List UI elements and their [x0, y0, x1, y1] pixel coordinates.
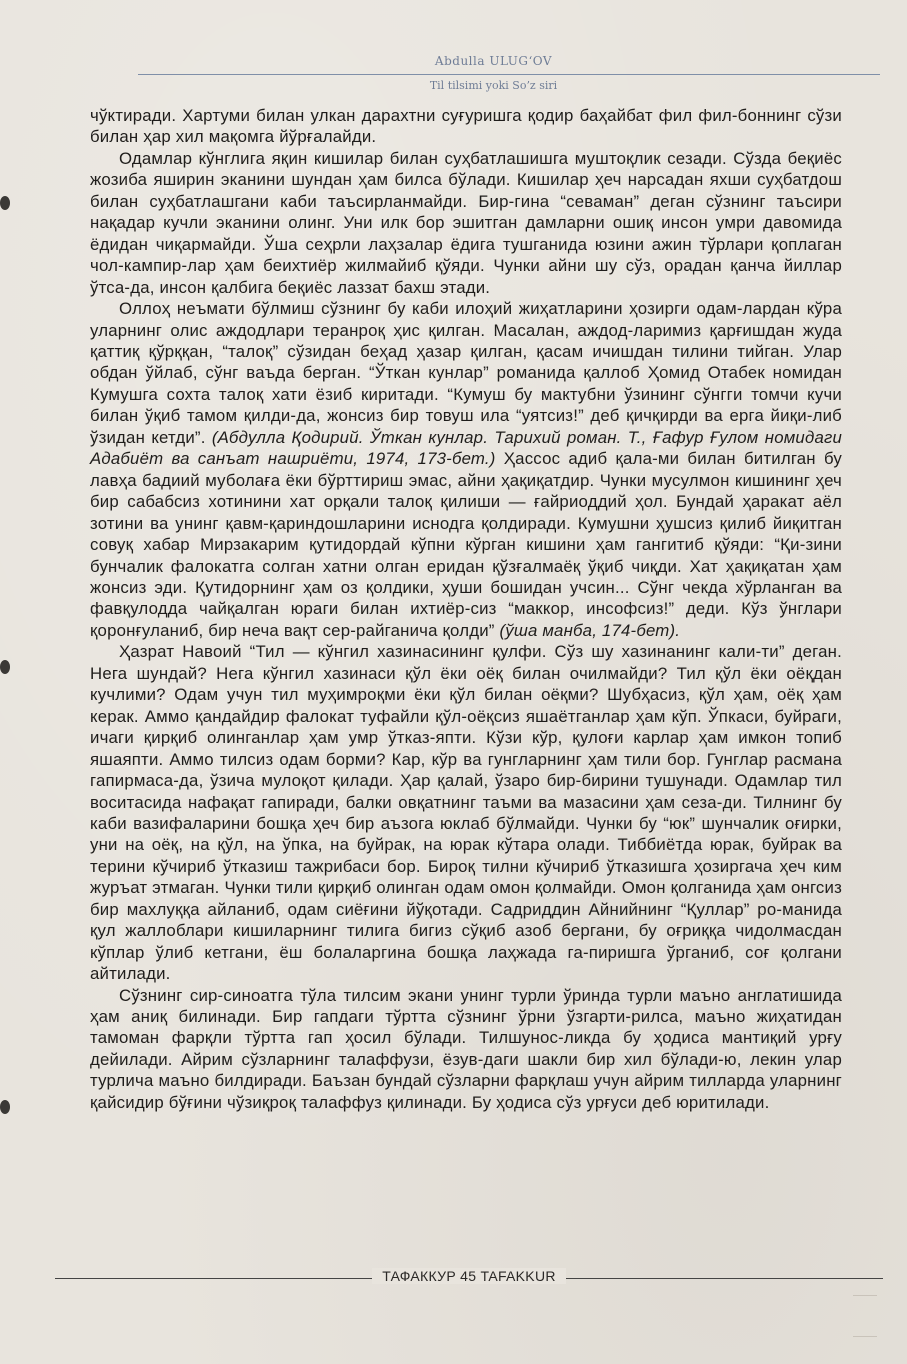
- paragraph-1: чўктиради. Хартуми билан улкан дарахтни суғуришга қодир баҳайбат фил фил-боннинг сўзи билан ҳар хил мақомга йўрғалайди.: [90, 106, 842, 147]
- binder-hole: [0, 196, 10, 210]
- paragraph-4: Ҳазрат Навоий “Тил — кўнгил хазинасининг қулфи. Сўз шу хазинанинг кали-ти” деган. Нега шундай? Нега кўнгил хазинаси қўл ёки оёқ билан очилмайди? Тил қўл ёки оёқдан кучлими? Одам учун тил муҳимроқми ёки қўл билан оёқми? Шубҳасиз, қўл ҳам, оёқ ҳам керак. Аммо қандайдир фалокат туфайли қўл-оёқсиз яшаётганлар ҳам кўп. Ўпкаси, буйраги, ичаги қирқиб олинганлар ҳам умр ўтказ-япти. Кўзи кўр, қулоғи карлар ҳам имкон топиб яшаяпти. Аммо тилсиз одам борми? Кар, кўр ва гунгларнинг ҳам тили бор. Гунглар расмана гапирмаса-да, ўзича мулоқот қилади. Ҳар қалай, ўзаро бир-бирини тушунади. Одамлар тил воситасида нафақат гапиради, балки овқатнинг таъми ва мазасини ҳам сеза-ди. Тилнинг бу каби вазифаларини бошқа ҳеч бир аъзога юклаб бўлмайди. Чунки бу “юк” шунчалик оғирки, уни на оёқ, на қўл, на ўпка, на буйрак, на юрак кўтара олади. Тиббиётда юрак, буйрак ва терини кўчириб ўтказиш тажрибаси бор. Бироқ тилни кўчириб ўтказишга ҳозиргача ҳеч ким журъат этмаган. Чунки тили қирқиб олинган одам омон қолмайди. Омон қолганида ҳам онгсиз бир махлуққа айланиб, одам сиёғини йўқотади. Садриддин Айнийнинг “Қуллар” ро-манида қул жаллоблари кишиларнинг тилига бигиз сўқиб азоб бергани, бу оғриққа чидолмасдан кўплар ўлиб кетгани, ёш болаларгина бошқа лаҳжада га-пиришга ўрганиб, соғ қолгани айтилади.: [90, 642, 842, 984]
- paragraph-5: Сўзнинг сир-синоатга тўла тилсим экани унинг турли ўринда турли маъно англатишида ҳам аниқ билинади. Бир гапдаги тўртта сўзнинг ўрни ўзгарти-рилса, маъно жиҳатидан тамоман фарқли тўртта гап ҳосил бўлади. Тилшунос-ликда бу ҳодиса мантиқий урғу дейилади. Айрим сўзларнинг талаффузи, ёзув-даги шакли бир хил бўлади-ю, лекин улар турлича маъно билдиради. Баъзан бундай сўзларни фарқлаш учун айрим тилларда уларнинг қайсидир бўғини чўзиқроқ талаффуз қилинади. Бу ҳодиса сўз урғуси деб юритилади.: [90, 985, 842, 1112]
- footer-label: [55, 1268, 883, 1284]
- citation: (Абдулла Қодирий. Ўткан кунлар. Тарихий роман. Т., Ғафур Ғулом номидаги Адабиёт ва санъат нашриёти, 1974, 173-бет.): [90, 427, 842, 469]
- binder-hole: [0, 1100, 10, 1114]
- article-body: [90, 105, 842, 1113]
- citation: (ўша манба, 174-бет).: [499, 620, 681, 640]
- page-footer: [55, 1268, 883, 1288]
- binder-hole: [0, 660, 10, 674]
- footer-page-label: ТАФАККУР 45 TAFAKKUR: [372, 1268, 566, 1284]
- paragraph-2: Одамлар кўнглига яқин кишилар билан суҳбатлашишга муштоқлик сезади. Сўзда беқиёс жозиба яширин эканини шундан ҳам билса бўлади. Кишилар ҳеч нарсадан яхши суҳбатдош билан суҳбатлашгани каби таъсирланмайди. Бир-гина “севаман” деган сўзнинг таъсири нақадар кучли эканини олинг. Уни илк бор эшитган дамларни ошиқ инсон умри давомида ёдидан чиқармайди. Ўша сеҳрли лаҳзалар ёдига тушганида юзини ажин тўрлари қоплаган чол-кампир-лар ҳам беихтиёр жилмайиб қўяди. Чунки айни шу сўз, орадан қанча йиллар ўтса-да, инсон қалбига беқиёс лаззат бахш этади.: [90, 148, 842, 297]
- paragraph-3: Оллоҳ неъмати бўлмиш сўзнинг бу каби илоҳий жиҳатларини ҳозирги одам-лардан кўра уларнинг олис аждодлари теранроқ ҳис қилган. Масалан, аждод-ларимиз қарғишдан жуда қаттиқ қўрққан, “талоқ” сўзидан беҳад ҳазар қилган, қасам ичишдан тилини тийган. Улар обдан ўйлаб, сўнг ваъда берган. “Ўткан кунлар” романида қаллоб Ҳомид Отабек номидан Кумушга сохта талоқ хати ёзиб киритади. “Кумуш бу мактубни ўзининг сўнгги томчи кучи билан ўқиб тамом қилди-да, жонсиз бир товуш ила “уятсиз!” деб қичқирди ва ерга йиқи-либ ўзидан кетди”. (Абдулла Қодирий. Ўткан кунлар. Тарихий роман. Т., Ғафур Ғулом номидаги Адабиёт ва санъат нашриёти, 1974, 173-бет.) Ҳассос адиб қала-ми билан битилган бу лавҳа бадиий муболаға ёки бўрттириш эмас, айни ҳақиқатдир. Чунки мусулмон кишининг ҳеч бир сабабсиз хотинини хат орқали талоқ қилиши — ғайриоддий ҳол. Бундай ҳаракат аёл зотини ва унинг қавм-қариндошларини иснодга қолдиради. Кумушни ҳушсиз қилиб йиқитган совуқ хабар Мирзакарим қутидордай кўпни кўрган кишини ҳам гангитиб қўяди: “Қи-зини бунчалик фалокатга солган хатни олган еридан қўзғалмаёқ ўқиб чиқди. Хат ҳақиқатан ҳам жонсиз эди. Қутидорнинг ҳам оз қолдики, ҳуши бошидан учсин... Сўнг чекда хўрланган ва фавқулодда чайқалган юраги билан ихтиёр-сиз “маккор, инсофсиз!” деди. Кўз ўнглари қоронғуланиб, бир неча вақт сер-райганича қолди” (ўша манба, 174-бет).: [90, 299, 842, 640]
- header-rule: [138, 74, 880, 75]
- running-header-author: Abdulla ULUG‘OV: [434, 54, 553, 68]
- scan-edge-marks: [853, 1295, 877, 1337]
- running-header-series: Til tilsimi yoki So’z siri: [429, 79, 558, 92]
